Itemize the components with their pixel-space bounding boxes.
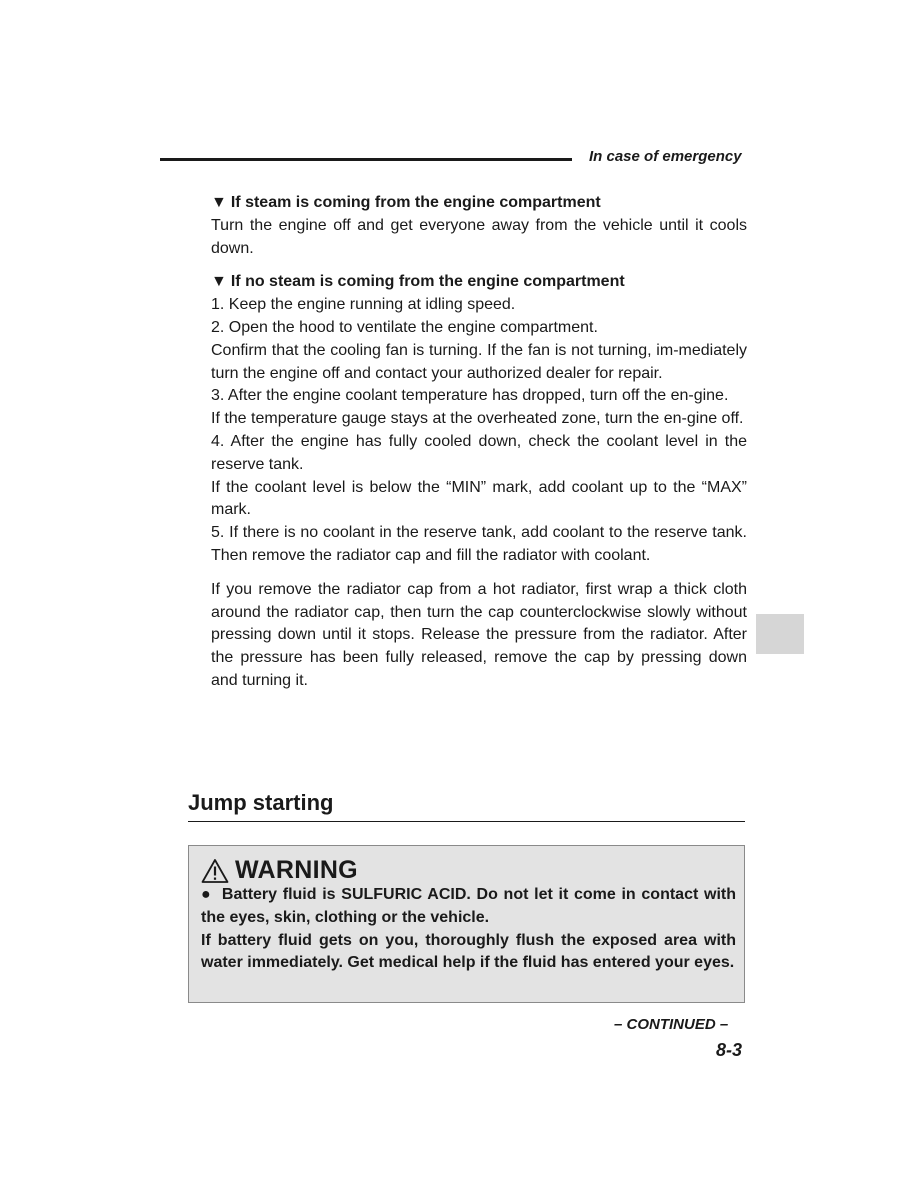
warning-header: [201, 856, 358, 885]
spacer: [211, 260, 747, 271]
step-2: 2. Open the hood to ventilate the engine compartment.: [211, 318, 598, 336]
chapter-side-tab: [756, 614, 804, 654]
step-4: 4. After the engine has fully cooled down, check the coolant level in the reserve tank.: [211, 432, 747, 473]
down-triangle-icon: ▼: [211, 194, 227, 211]
gauge-text: If the temperature gauge stays at the overheated zone, turn the en-gine off.: [211, 410, 744, 428]
main-content: [211, 192, 747, 693]
header-rule: [160, 158, 572, 161]
warning-title: WARNING: [235, 856, 358, 884]
continued-label: – CONTINUED –: [614, 1016, 729, 1033]
fan-check-text: Confirm that the cooling fan is turning. If the fan is not turning, im-mediately turn the engine off and contact your authorized dealer for repair.: [211, 341, 747, 382]
steam-text: Turn the engine off and get everyone away from the vehicle until it cools down.: [211, 216, 747, 257]
header-title: In case of emergency: [589, 148, 742, 165]
warning-box: [188, 845, 745, 1003]
step-1: 1. Keep the engine running at idling speed.: [211, 296, 516, 314]
coolant-level-text: If the coolant level is below the “MIN” mark, add coolant up to the “MAX” mark.: [211, 478, 747, 519]
warning-triangle-icon: [201, 858, 229, 884]
bullet-icon: ●: [201, 886, 212, 903]
page-number: 8-3: [716, 1040, 743, 1060]
no-steam-heading-text: If no steam is coming from the engine compartment: [230, 273, 625, 291]
section-rule: [188, 821, 745, 822]
warning-line-1-text: Battery fluid is SULFURIC ACID. Do not let it come in contact with the eyes, skin, clothing or the vehicle.: [201, 886, 736, 926]
down-triangle-icon: ▼: [211, 273, 227, 291]
steam-heading-text: If steam is coming from the engine compartment: [230, 194, 601, 211]
steam-heading: [211, 192, 747, 215]
spacer: [211, 568, 747, 579]
no-steam-heading: [211, 271, 747, 294]
warning-line-1: [201, 884, 736, 930]
warning-line-2: If battery fluid gets on you, thoroughly flush the exposed area with water immediately. Get medical help if the fluid has entered your eyes.: [201, 931, 736, 972]
step-3: 3. After the engine coolant temperature has dropped, turn off the en-gine.: [211, 387, 729, 405]
warning-body: [201, 884, 736, 975]
jump-starting-title: Jump starting: [188, 790, 334, 815]
step-5: 5. If there is no coolant in the reserve tank, add coolant to the reserve tank. Then remove the radiator cap and fill the radiator with coolant.: [211, 524, 747, 564]
radiator-cap-note: If you remove the radiator cap from a hot radiator, first wrap a thick cloth around the radiator cap, then turn the cap counterclockwise slowly without pressing down until it stops. Release the pressure from the radiator. After the pressure has been fully released, remove the cap by pressing down and turning it.: [211, 580, 747, 689]
